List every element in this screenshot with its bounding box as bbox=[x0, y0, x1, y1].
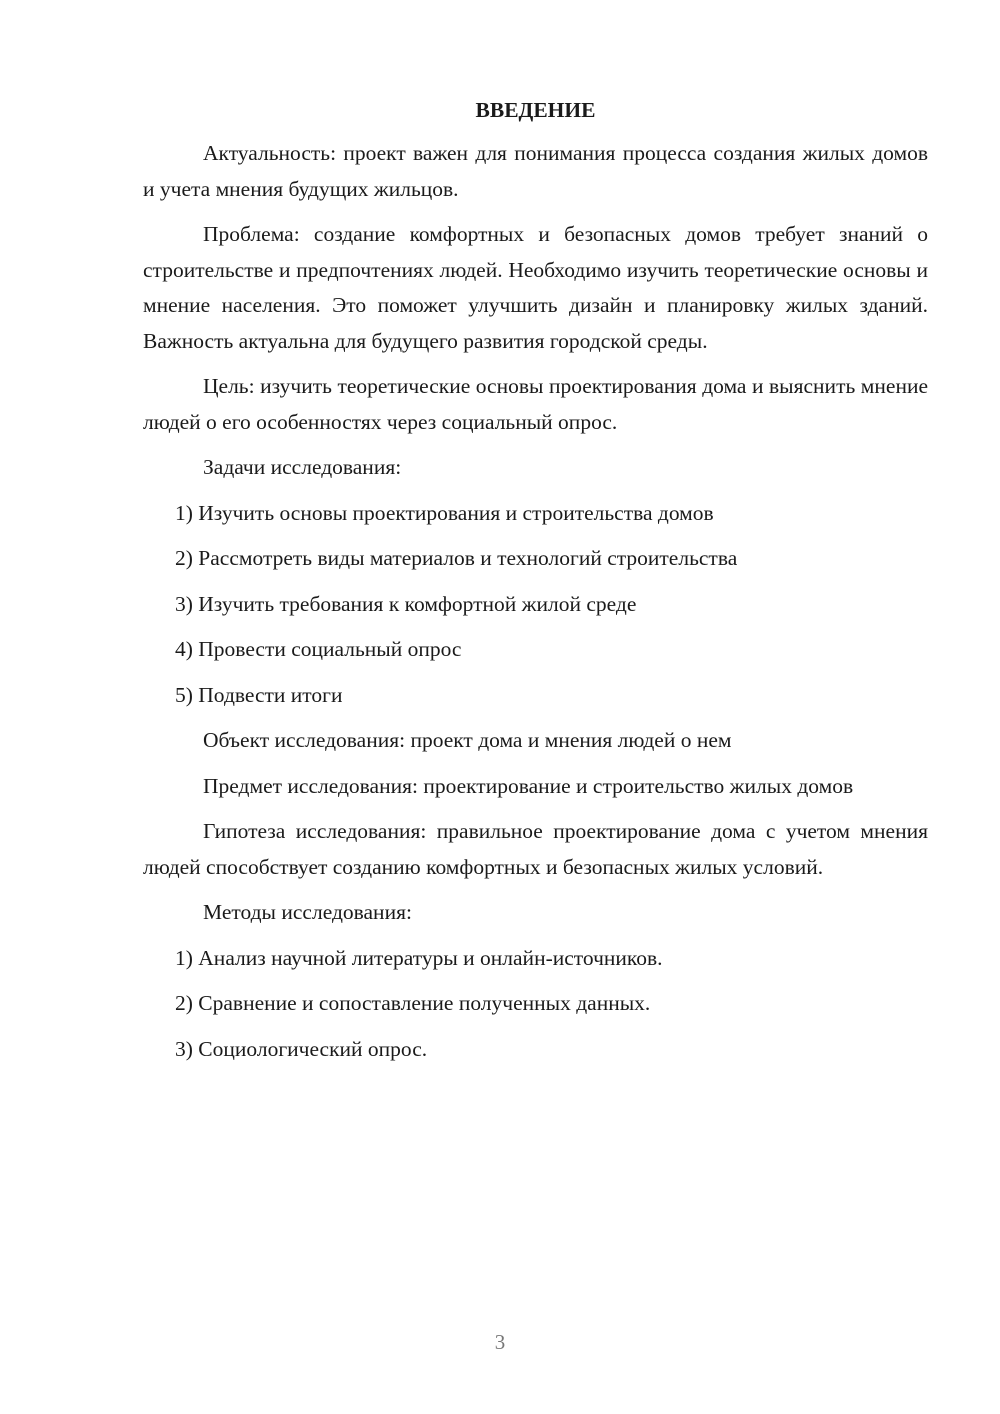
subject-paragraph: Предмет исследования: проектирование и строительство жилых домов bbox=[203, 773, 854, 798]
list-item: 2) Рассмотреть виды материалов и технологий строительства bbox=[175, 546, 738, 570]
page-content bbox=[143, 94, 928, 1077]
methods-list bbox=[143, 941, 928, 1068]
tasks-list bbox=[143, 496, 928, 714]
list-item: 4) Провести социальный опрос bbox=[175, 637, 462, 661]
list-item: 5) Подвести итоги bbox=[175, 682, 343, 707]
list-item: 1) Изучить основы проектирования и строительства домов bbox=[175, 500, 714, 525]
hypothesis-paragraph: Гипотеза исследования: правильное проектирование дома с учетом мнения людей способствует созданию комфортных и безопасных жилых условий. bbox=[143, 819, 928, 879]
list-item: 3) Изучить требования к комфортной жилой среде bbox=[175, 591, 637, 616]
problem-paragraph: Проблема: создание комфортных и безопасных домов требует знаний о строительстве и предпочтениях людей. Необходимо изучить теоретические основы и мнение населения. Это поможет улучшить дизайн и планировку жилых зданий. Важность актуальна для будущего развития городской среды. bbox=[143, 222, 928, 353]
goal-paragraph: Цель: изучить теоретические основы проектирования дома и выяснить мнение людей о его особенностях через социальный опрос. bbox=[143, 374, 928, 434]
methods-heading: Методы исследования: bbox=[203, 900, 412, 924]
page-number: 3 bbox=[494, 1330, 506, 1354]
relevance-paragraph: Актуальность: проект важен для понимания процесса создания жилых домов и учета мнения будущих жильцов. bbox=[143, 141, 928, 201]
list-item: 2) Сравнение и сопоставление полученных данных. bbox=[175, 991, 651, 1015]
list-item: 3) Социологический опрос. bbox=[175, 1036, 428, 1061]
tasks-heading: Задачи исследования: bbox=[203, 455, 402, 479]
object-paragraph: Объект исследования: проект дома и мнения людей о нем bbox=[203, 728, 732, 752]
list-item: 1) Анализ научной литературы и онлайн-источников. bbox=[175, 945, 663, 970]
section-title: ВВЕДЕНИЕ bbox=[475, 98, 596, 122]
